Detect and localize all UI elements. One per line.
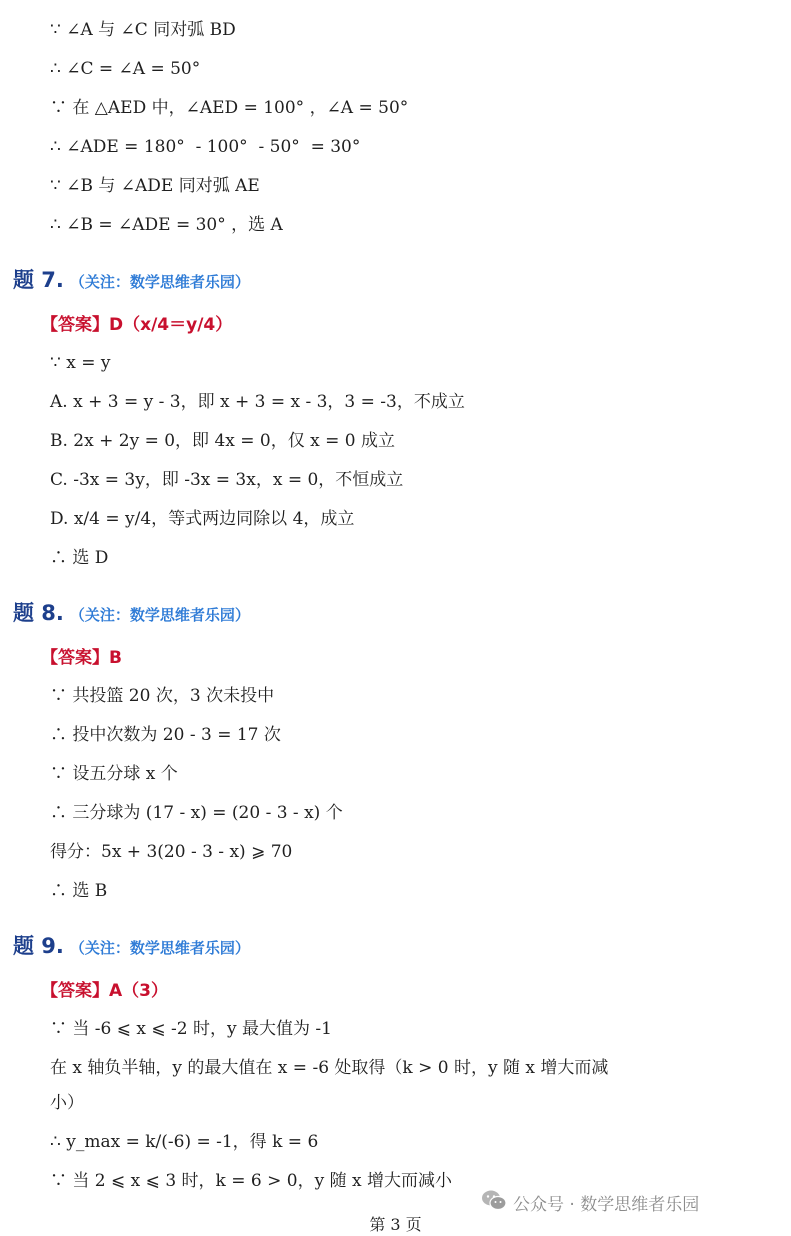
answer-label-8: 【答案】B: [41, 648, 122, 668]
text-line: ∴ 投中次数为 20 - 3 = 17 次: [50, 725, 281, 745]
text-line: ∵ x = y: [50, 353, 111, 373]
text-line: 得分：5x + 3(20 - 3 - x) ⩾ 70: [50, 842, 293, 862]
text-line: C. -3x = 3y，即 -3x = 3x，x = 0，不恒成立: [50, 470, 404, 490]
text-line: ∵ 当 2 ⩽ x ⩽ 3 时，k = 6 > 0，y 随 x 增大而减小: [50, 1171, 452, 1191]
text-line: 在 x 轴负半轴，y 的最大值在 x = -6 处取得（k > 0 时，y 随 x 增大而减: [50, 1058, 609, 1078]
question-heading-8: [13, 597, 250, 627]
text-line: ∴ y_max = k/(-6) = -1，得 k = 6: [50, 1132, 319, 1152]
question-title: 题 9.: [13, 934, 64, 958]
question-title: 题 7.: [13, 268, 64, 292]
page-number: 第 3 页: [369, 1215, 422, 1234]
question-title: 题 8.: [13, 601, 64, 625]
text-line: ∵ 共投篮 20 次，3 次未投中: [50, 686, 275, 706]
text-line: ∴ 选 D: [50, 548, 109, 568]
text-line: A. x + 3 = y - 3，即 x + 3 = x - 3，3 = -3，不成立: [50, 392, 465, 412]
text-line: ∵ 当 -6 ⩽ x ⩽ -2 时，y 最大值为 -1: [50, 1019, 332, 1039]
text-line: ∵ ∠B 与 ∠ADE 同对弧 AE: [50, 176, 260, 196]
text-line: ∵ 设五分球 x 个: [50, 764, 178, 784]
answer-label-9: 【答案】A（3）: [41, 981, 168, 1001]
question-heading-9: [13, 930, 250, 960]
text-line: B. 2x + 2y = 0，即 4x = 0，仅 x = 0 成立: [50, 431, 395, 451]
text-line: D. x/4 = y/4，等式两边同除以 4，成立: [50, 509, 355, 529]
text-line: ∴ 三分球为 (17 - x) = (20 - 3 - x) 个: [50, 803, 343, 823]
text-line: ∴ ∠B = ∠ADE = 30° ，选 A: [50, 215, 283, 235]
text-line: 小）: [50, 1093, 84, 1113]
text-line: ∵ ∠A 与 ∠C 同对弧 BD: [50, 20, 236, 40]
follow-note: （关注：数学思维者乐园）: [69, 939, 250, 957]
answer-label-7: 【答案】D（x/4＝y/4）: [41, 315, 233, 335]
follow-note: （关注：数学思维者乐园）: [69, 273, 250, 291]
question-heading-7: [13, 264, 250, 294]
watermark-text: 公众号 · 数学思维者乐园: [513, 1195, 700, 1215]
follow-note: （关注：数学思维者乐园）: [69, 606, 250, 624]
text-line: ∴ ∠ADE = 180° - 100° - 50° = 30°: [50, 137, 361, 157]
text-line: ∴ 选 B: [50, 881, 108, 901]
text-line: ∴ ∠C = ∠A = 50°: [50, 59, 201, 79]
text-line: ∵ 在 △AED 中，∠AED = 100° ，∠A = 50°: [50, 98, 409, 118]
